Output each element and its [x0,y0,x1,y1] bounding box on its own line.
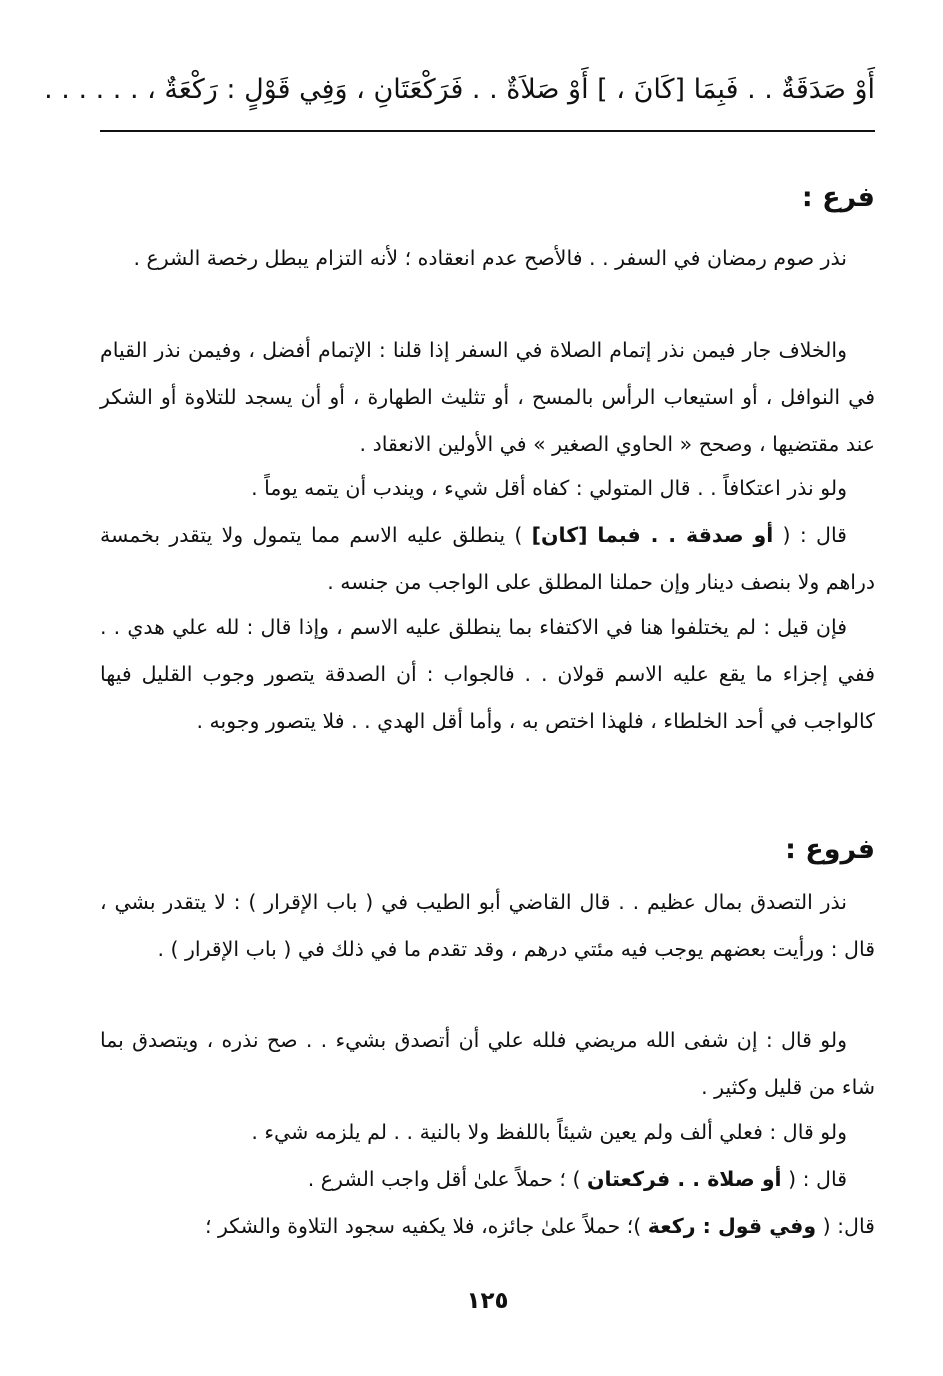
matn-quote: وفي قول : ركعة [647,1214,817,1238]
paragraph-ramadan-vow: نذر صوم رمضان في السفر . . فالأصح عدم انعقاده ؛ لأنه التزام يبطل رخصة الشرع . [133,246,847,270]
paragraph-thousand: ولو قال : فعلي ألف ولم يعين شيئاً باللفظ ولا بالنية . . لم يلزمه شيء . [251,1120,847,1144]
header-divider [100,130,875,132]
paragraph-great-wealth: نذر التصدق بمال عظيم . . قال القاضي أبو الطيب في ( باب الإقرار ) : لا يتقدر بشي ، قال : ورأيت بعضهم يوجب فيه مئتي درهم ، وقد تقدم ما في ذلك في ( باب الإقرار ) . [100,890,875,961]
matn-quote: أو صدقة . . فبما [كان] [531,523,774,547]
text-prefix: قال : ( [773,523,847,547]
text-suffix: ) ينطلق عليه الاسم مما يتمول ولا يتقدر بخمسة دراهم ولا بنصف دينار وإن حملنا المطلق على الواجب من جنسه . [100,523,875,594]
page-header-text: أَوْ صَدَقَةٌ . . فَبِمَا [كَانَ ، ] أَوْ صَلاَةٌ . . فَرَكْعَتَانِ ، وَفِي قَوْلٍ : رَكْعَةٌ ، . . . . . . [44,74,875,105]
text-prefix: قال: ( [816,1214,875,1238]
section-heading-far: فرع : [801,182,875,213]
paragraph-one-rakah [100,1203,875,1250]
matn-quote: أو صلاة . . فركعتان [586,1167,782,1191]
paragraph-disagreement: والخلاف جار فيمن نذر إتمام الصلاة في السفر إذا قلنا : الإتمام أفضل ، وفيمن نذر القيام في النوافل ، أو استيعاب الرأس بالمسح ، أو تثليث الطهارة ، أو أن يسجد للتلاوة أو الشكر عند مقتضيها ، وصحح « الحاوي الصغير » في الأولين الانعقاد . [100,338,875,456]
paragraph-itikaf: ولو نذر اعتكافاً . . قال المتولي : كفاه أقل شيء ، ويندب أن يتمه يوماً . [251,476,847,500]
page-number: ١٢٥ [466,1288,509,1314]
text-suffix: )؛ حملاً علىٰ جائزه، فلا يكفيه سجود التلاوة والشكر ؛ [204,1214,648,1238]
paragraph-prayer [100,1156,875,1203]
paragraph-objection: فإن قيل : لم يختلفوا هنا في الاكتفاء بما ينطلق عليه الاسم ، وإذا قال : لله علي هدي . . ففي إجزاء ما يقع عليه الاسم قولان . . فالجواب : أن الصدقة يتصور وجوب القليل فيها كالواجب في أحد الخلطاء ، فلهذا اختص به ، وأما أقل الهدي . . فلا يتصور وجوبه . [100,615,875,733]
section-heading-furu: فروع : [785,834,875,865]
paragraph-sadaqa [100,512,875,606]
document-page [44,0,875,1376]
text-prefix: قال : ( [781,1167,847,1191]
text-suffix: ) ؛ حملاً علىٰ أقل واجب الشرع . [307,1167,587,1191]
paragraph-sick-vow: ولو قال : إن شفى الله مريضي فلله علي أن أتصدق بشيء . . صح نذره ، ويتصدق بما شاء من قليل وكثير . [100,1028,875,1099]
